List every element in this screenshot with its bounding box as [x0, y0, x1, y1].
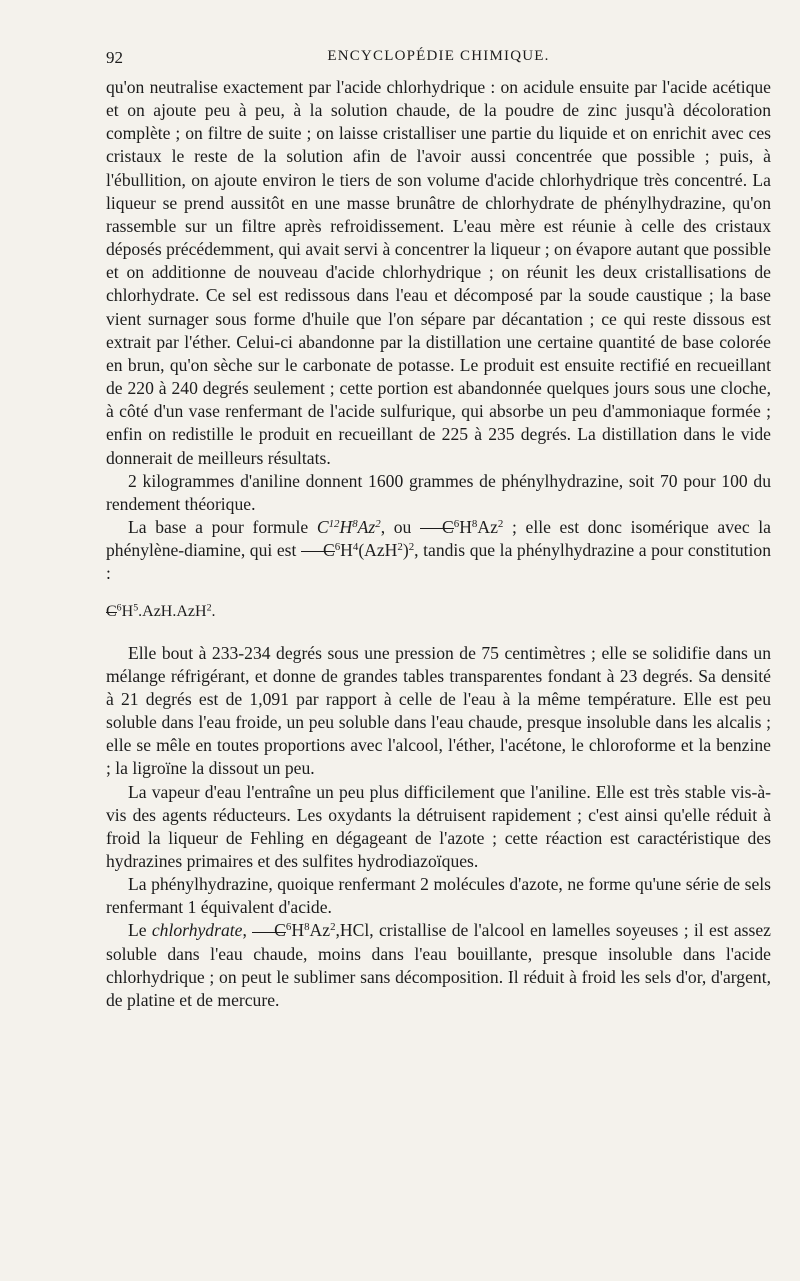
- formula-part: C: [420, 516, 454, 539]
- formula-sup: 2: [375, 517, 381, 530]
- formula-part: Az: [477, 516, 498, 537]
- formula-sup: 2: [330, 921, 336, 934]
- formula-part: C: [301, 539, 335, 562]
- formula-phenylene-diamine: [301, 540, 414, 560]
- formula-sup: 8: [471, 517, 478, 530]
- text-span: , tandis que la phénylhydrazine a pour constitution :: [106, 540, 771, 584]
- body-text: [106, 76, 771, 1012]
- formula-sup: 2: [497, 517, 504, 530]
- text-span: ; elle est donc isomérique avec la phénylène-diamine, qui est: [106, 516, 771, 561]
- text-span: Le: [128, 920, 152, 941]
- formula-part: Az: [309, 920, 331, 941]
- formula-part: C: [106, 600, 117, 623]
- formula-atomic: [420, 517, 503, 537]
- formula-part: H: [340, 540, 353, 561]
- paragraph-preparation: qu'on neutralise exactement par l'acide chlorhydrique : on acidule ensuite par l'acide acétique et on ajoute peu à peu, à la solution chaude, de la poudre de zinc jusqu'à décoloration complète ; on filtre de suite ; on laisse cristalliser une partie du liquide et on enrichit avec ces cristaux le reste de la solution afin de l'avoir aussi concentrée que possible ; puis, à l'ébullition, on ajoute environ le tiers de son volume d'acide chlorhydrique très concentré. La liqueur se prend aussitôt en une masse brunâtre de chlorhydrate de phénylhydrazine, qu'on rassemble sur un filtre après refroidissement. L'eau mère est réunie à celle des cristaux déposés précédemment, qui avait servi à concentrer la liqueur ; on évapore autant que possible et on additionne de nouveau d'acide chlorhydrique ; on réunit les deux cristallisations de chlorhydrate. Ce sel est redissous dans l'eau et décomposé par la soude caustique ; la base vient surnager sous forme d'huile que l'on sépare par décantation ; ce qui reste dissous est extrait par l'éther. Celui-ci abandonne par la distillation une certaine quantité de base colorée en brun, qu'on sèche sur le carbonate de potasse. Le produit est ensuite rectifié en recueillant de 220 à 240 degrés seulement ; cette portion est abandonnée quelques jours sous une cloche, à côté d'un vase renfermant de l'acide sulfurique, qui absorbe un peu d'ammoniaque formée ; enfin on redistille le produit en recueillant de 225 à 235 degrés. La distillation dans le vide donnerait de meilleurs résultats.: [106, 77, 771, 468]
- formula-equivalent: [317, 517, 381, 537]
- formula-chlorhydrate: [252, 920, 369, 940]
- paragraph-chlorhydrate: [106, 919, 771, 1012]
- formula-part: C: [252, 919, 286, 942]
- formula-sup: 6: [334, 541, 341, 554]
- page-number: 92: [106, 48, 123, 67]
- formula-part: H: [121, 603, 134, 621]
- formula-part: H: [459, 516, 472, 537]
- formula-sup: 4: [352, 541, 359, 554]
- paragraph-formula: [106, 516, 771, 585]
- formula-part: ): [402, 540, 409, 561]
- formula-part: H: [291, 920, 305, 941]
- paragraph-yield: 2 kilogrammes d'aniline donnent 1600 grammes de phénylhydrazine, soit 70 pour 100 du rendement théorique.: [106, 470, 771, 514]
- formula-sup: 6: [453, 517, 460, 530]
- constitution-formula: [106, 600, 771, 623]
- text-span: ,: [242, 920, 253, 941]
- formula-sup: 8: [304, 921, 310, 934]
- formula-sup: 2: [397, 541, 403, 554]
- formula-part: (AzH: [358, 540, 398, 561]
- formula-sup: 6: [116, 602, 122, 614]
- text-span: , cristallise de l'alcool en lamelles soyeuses ; il est assez soluble dans l'eau chaude, moins dans l'eau bouillante, presque insoluble dans l'acide chlorhydrique ; on peut le sublimer sans décomposition. Il réduit à froid les sels d'or, d'argent, de platine et de mercure.: [106, 920, 771, 1010]
- formula-sup: 2: [206, 602, 212, 614]
- formula-sup: 12: [328, 517, 340, 530]
- formula-sup: 6: [285, 921, 292, 934]
- page-header: [106, 48, 771, 72]
- formula-part: H: [339, 516, 353, 537]
- formula-sup: 5: [133, 602, 139, 614]
- text-span: La base a pour formule: [128, 516, 317, 537]
- paragraph-reactivity: La vapeur d'eau l'entraîne un peu plus difficilement que l'aniline. Elle est très stable vis-à-vis des agents réducteurs. Les oxydants la détruisent rapidement ; c'est ainsi qu'elle réduit à froid la liqueur de Fehling en dégageant de l'azote ; cette réaction est caractéristique des hydrazines primaires et des sulfites hydrodiazoïques.: [106, 781, 771, 871]
- paragraph-salts: La phénylhydrazine, quoique renfermant 2 molécules d'azote, ne forme qu'une série de sels renfermant 1 équivalent d'acide.: [106, 874, 771, 918]
- term-chlorhydrate: chlorhydrate: [151, 920, 243, 941]
- paragraph-properties: Elle bout à 233-234 degrés sous une pression de 75 centimètres ; elle se solidifie dans un mélange réfrigérant, et donne de grandes tables transparentes fondant à 23 degrés. Sa densité à 21 degrés est de 1,091 par rapport à celle de l'eau à la même température. Elle est peu soluble dans l'eau froide, un peu soluble dans l'eau chaude, presque insoluble dans les alcalis ; elle se mêle en toutes proportions avec l'alcool, l'éther, l'acétone, le chloroforme et la benzine ; la ligroïne la dissout un peu.: [106, 642, 771, 779]
- formula-part: Az: [357, 516, 376, 537]
- formula-part: ,HCl: [335, 920, 370, 941]
- text-span: , ou: [380, 516, 420, 537]
- formula-sup: 2: [408, 541, 415, 554]
- formula-sup: 8: [352, 517, 358, 530]
- formula-part: .: [211, 603, 216, 621]
- formula-part: .AzH.AzH: [138, 603, 207, 621]
- running-title: ENCYCLOPÉDIE CHIMIQUE.: [327, 48, 550, 64]
- formula-part: C: [316, 516, 329, 537]
